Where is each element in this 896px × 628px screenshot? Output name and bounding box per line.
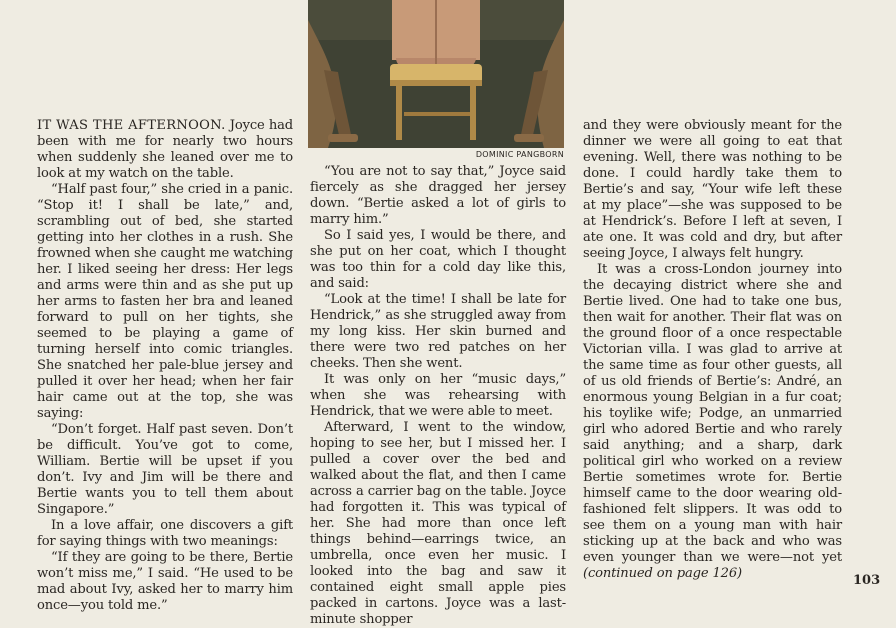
article-column-1 — [37, 118, 293, 614]
paragraph: “If they are going to be there, Bertie won’t miss me,” I said. “He used to be mad about Ivy, asked her to marry him once—you told me.” — [37, 550, 293, 613]
painting-figure-on-stool — [308, 0, 564, 148]
paragraph: “Don’t forget. Half past seven. Don’t be difficult. You’ve got to come, William. Bertie will be upset if you don’t. Ivy and Jim will be there and Bertie wants you to tell them about Singapore.” — [37, 422, 293, 517]
article-column-2 — [310, 164, 566, 628]
illustration-credit: DOMINIC PANGBORN — [475, 150, 564, 159]
paragraph: In a love affair, one discovers a gift for saying things with two meanings: — [37, 518, 293, 549]
paragraph: So I said yes, I would be there, and she put on her coat, which I thought was too thin for a cold day like this, and said: — [310, 228, 566, 291]
paragraph: “You are not to say that,” Joyce said fiercely as she dragged her jersey down. “Bertie asked a lot of girls to marry him.” — [310, 164, 566, 227]
lead-in: IT WAS THE AFTERNOON. — [37, 118, 226, 133]
illustration — [308, 0, 564, 148]
paragraph: “Half past four,” she cried in a panic. “Stop it! I shall be late,” and, scrambling out of bed, she started getting into her clothes in a rush. She frowned when she caught me watching her. I liked seeing her dress: Her legs and arms were thin and as she put up her arms to fasten her bra and leaned forward to pull on her tights, she seemed to be playing a game of turning herself into comic triangles. She snatched her pale-blue jersey and pulled it over her head; when her fair hair came out at the top, she was saying: — [37, 182, 293, 421]
paragraph: It was only on her “music days,” when she was rehearsing with Hendrick, that we were able to meet. — [310, 372, 566, 419]
paragraph-text: It was a cross-London journey into the decaying district where she and Bertie lived. One had to take one bus, then wait for another. Their flat was on the ground floor of a once respectable Victorian villa. I was glad to arrive at the same time as four other guests, all of us old friends of Bertie’s: André, an enormous young Belgian in a fur coat; his toylike wife; Podge, an unmarried girl who adored Bertie and who rarely said anything; and a sharp, dark political girl who worked on a review Bertie sometimes wrote for. Bertie himself came to the door wearing old-fashioned felt slippers. It was odd to see them on a young man with hair sticking up at the back and who was even younger than we were—not yet — [583, 262, 842, 565]
page-number: 103 — [853, 573, 881, 588]
paragraph-continued: and they were obviously meant for the dinner we were all going to eat that evening. Well, there was nothing to be done. I could hardly take them to Bertie’s and say, “Your wife left these at my place”—she was supposed to be at Hendrick’s. Before I left at seven, I ate one. It was cold and dry, but after seeing Joyce, I always felt hungry. — [583, 118, 842, 261]
paragraph-text: Joyce had been with me for nearly two hours when suddenly she leaned over me to look at my watch on the table. — [37, 118, 293, 181]
opening-paragraph — [37, 118, 293, 182]
continuation-note: (continued on page 126) — [583, 566, 742, 581]
paragraph: “Look at the time! I shall be late for Hendrick,” as she struggled away from my long kiss. Her skin burned and there were two red patches on her cheeks. Then she went. — [310, 292, 566, 371]
article-column-3 — [583, 118, 842, 582]
paragraph — [583, 262, 842, 582]
paragraph: Afterward, I went to the window, hoping to see her, but I missed her. I pulled a cover over the bed and walked about the flat, and then I came across a carrier bag on the table. Joyce had forgotten it. This was typical of her. She had more than once left things behind—earrings twice, an umbrella, once even her music. I looked into the bag and saw it contained eight small apple pies packed in cartons. Joyce was a last-minute shopper — [310, 420, 566, 627]
